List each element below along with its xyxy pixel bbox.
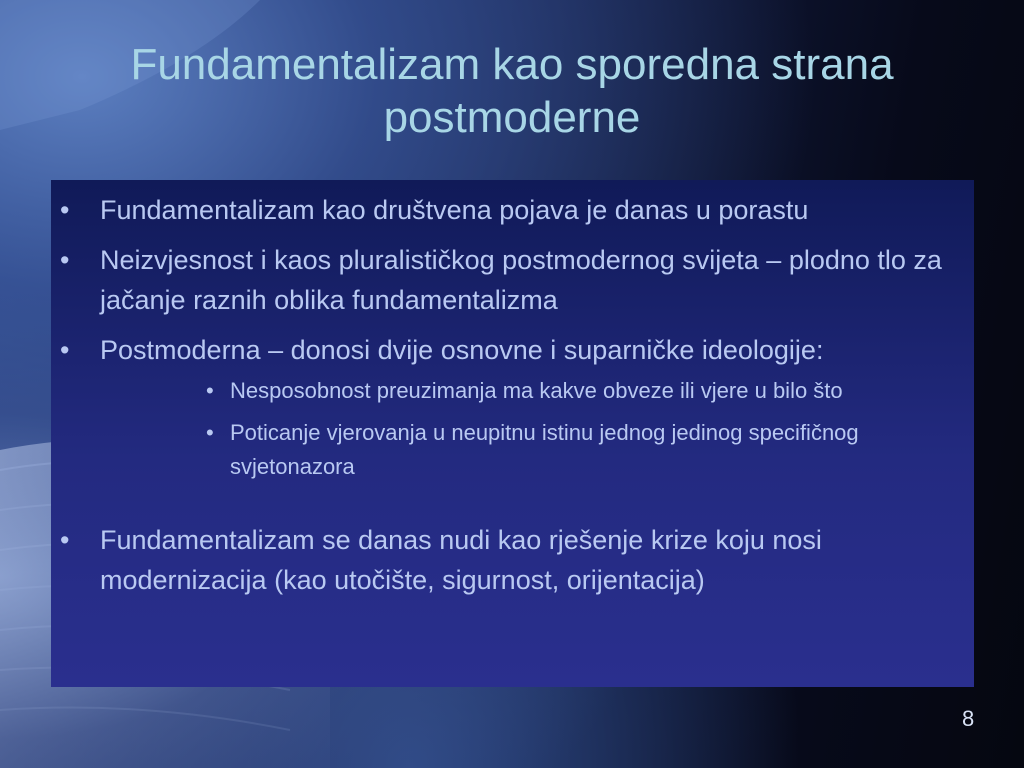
bullet-list: [60, 190, 970, 610]
bullet-marker: •: [60, 245, 70, 275]
sub-bullet-text: Poticanje vjerovanja u neupitnu istinu jednog jedinog specifičnog svjetonazora: [230, 420, 859, 479]
bullet-item: [60, 330, 970, 484]
bullet-item: [60, 190, 970, 230]
bullet-marker: •: [60, 195, 70, 225]
slide-title: Fundamentalizam kao sporedna strana postmoderne: [130, 40, 894, 142]
bullet-marker: •: [60, 335, 70, 365]
sub-bullet-item: [100, 416, 970, 484]
bullet-item: [60, 240, 970, 320]
bullet-text: Fundamentalizam kao društvena pojava je danas u porastu: [100, 195, 809, 225]
bullet-marker: •: [60, 525, 70, 555]
bullet-text: Fundamentalizam se danas nudi kao rješenje krize koju nosi modernizacija (kao utočište, sigurnost, orijentacija): [100, 525, 822, 595]
sub-bullet-item: [100, 374, 970, 408]
bullet-text: Neizvjesnost i kaos pluralističkog postmodernog svijeta – plodno tlo za jačanje raznih oblika fundamentalizma: [100, 245, 942, 315]
bullet-item: [60, 520, 970, 600]
sub-bullet-text: Nesposobnost preuzimanja ma kakve obveze ili vjere u bilo što: [230, 378, 843, 403]
sub-bullet-list: [100, 374, 970, 484]
sub-bullet-marker: •: [206, 378, 214, 403]
bullet-text: Postmoderna – donosi dvije osnovne i suparničke ideologije:: [100, 335, 824, 365]
sub-bullet-marker: •: [206, 420, 214, 445]
page-number: 8: [962, 706, 975, 731]
